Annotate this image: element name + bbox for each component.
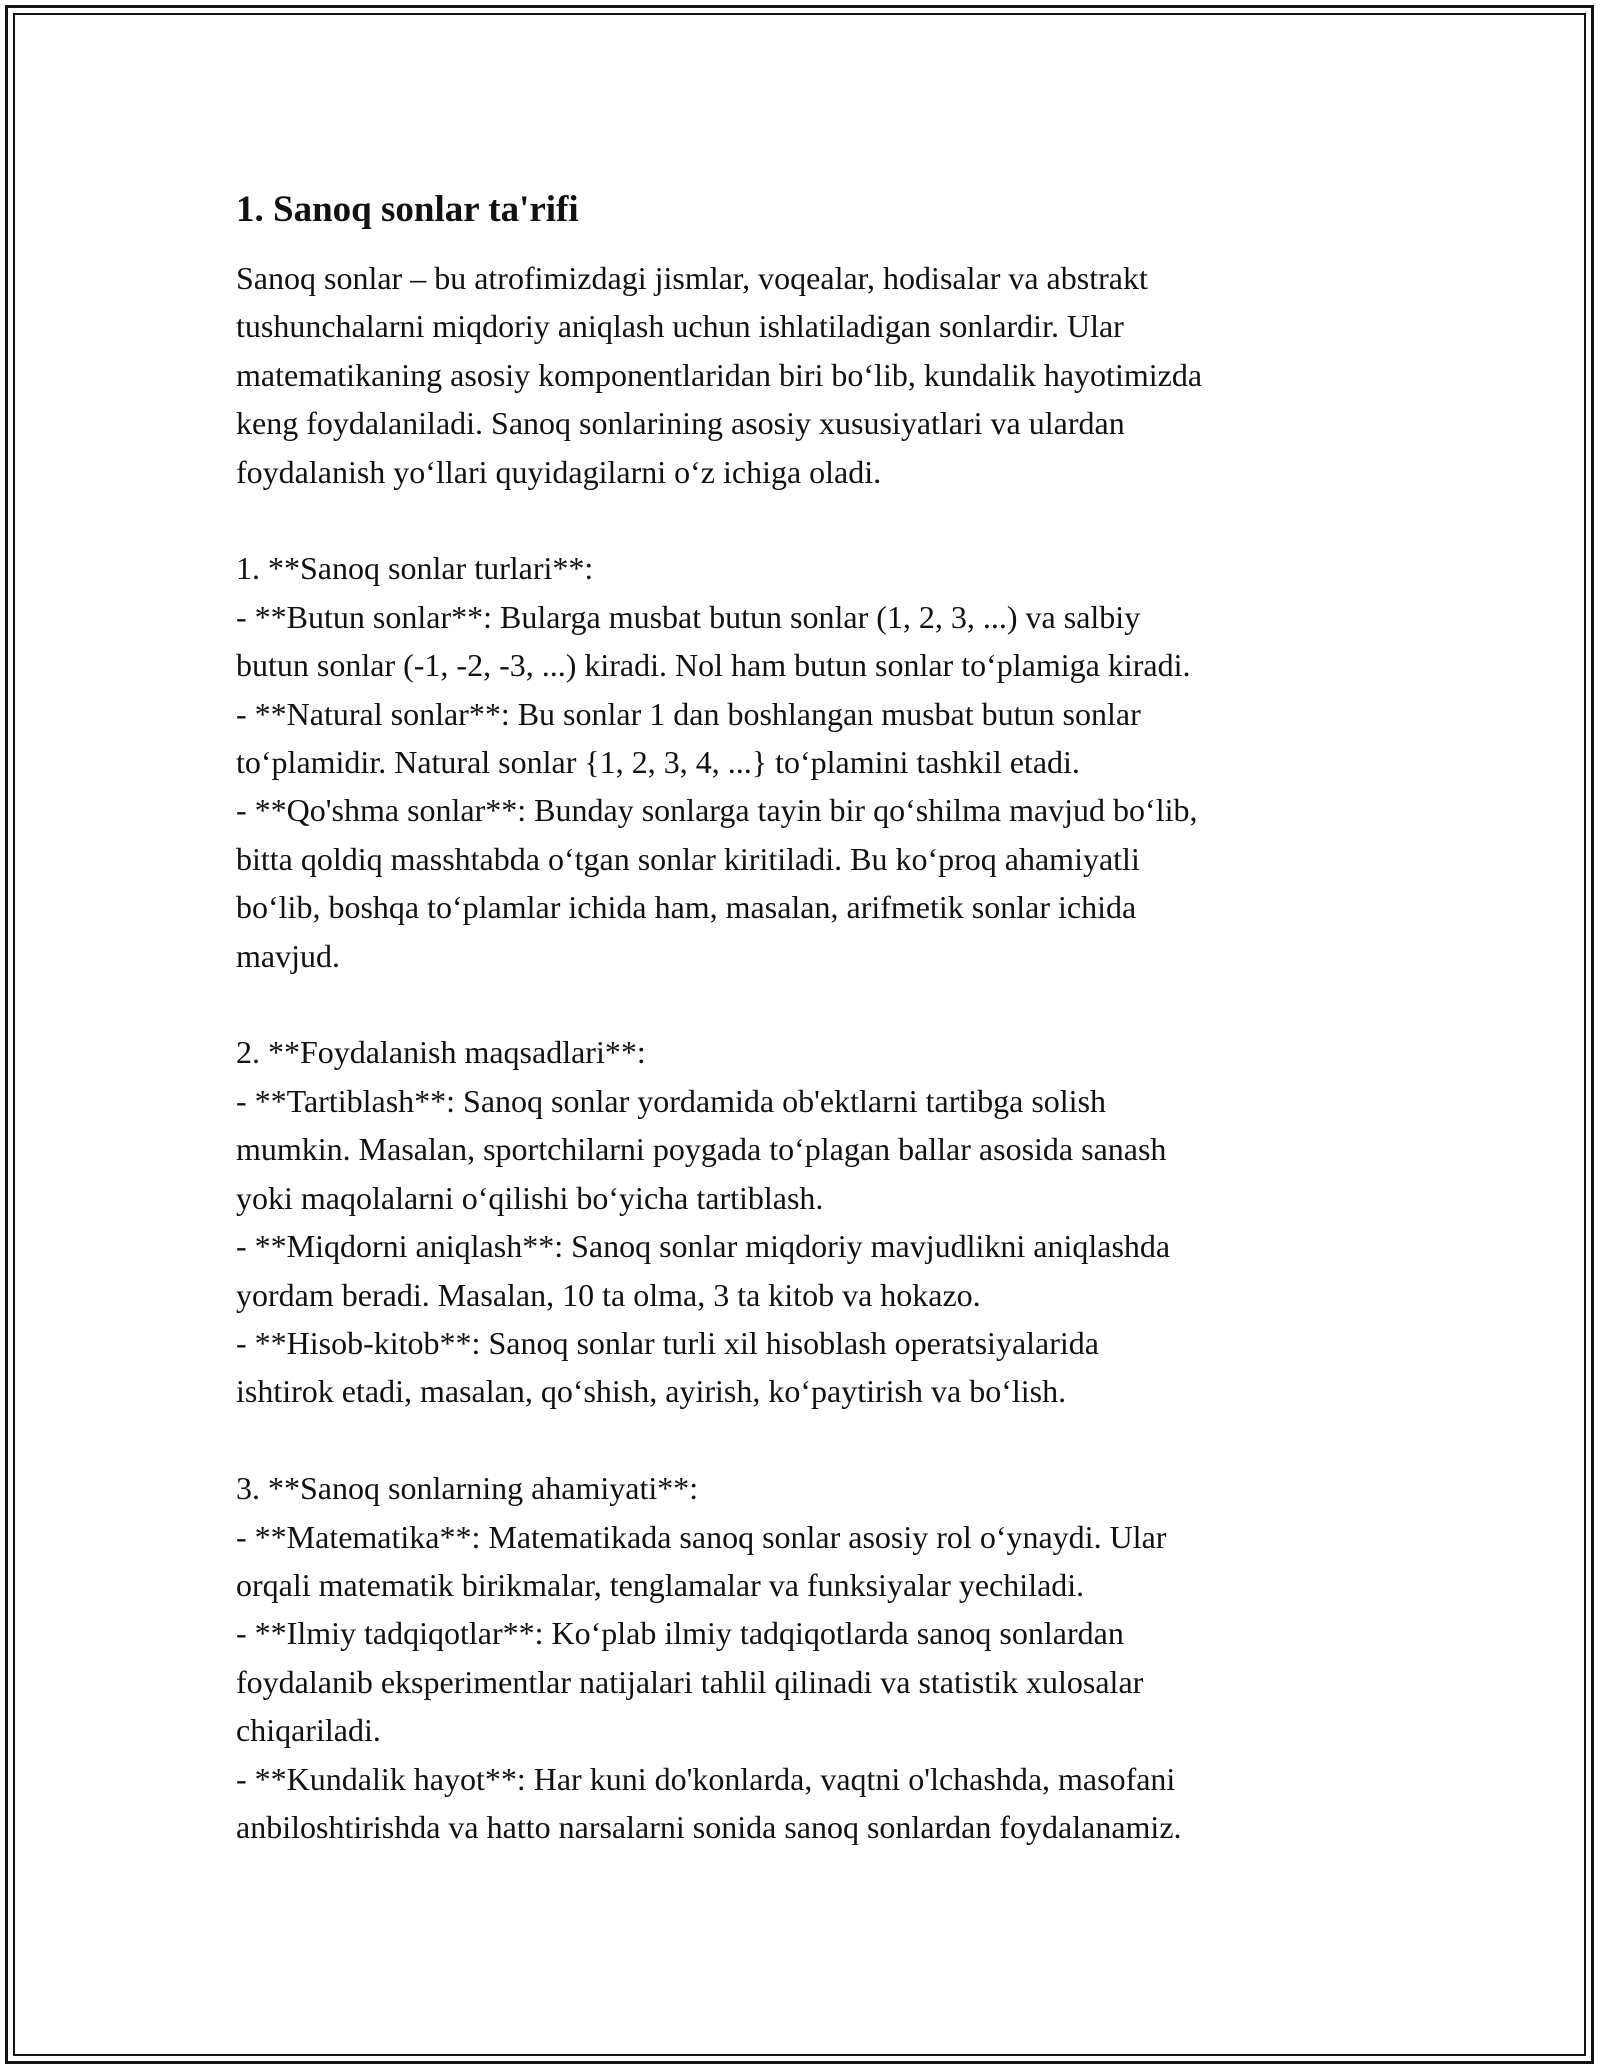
list-item: - **Hisob-kitob**: Sanoq sonlar turli xil hisoblash operatsiyalarida ishtirok etadi, masalan, qo‘shish, ayirish, ko‘paytirish va bo‘lish. [236,1324,1099,1410]
section-purposes [236,1028,1386,1415]
list-item: - **Matematika**: Matematikada sanoq sonlar asosiy rol o‘ynaydi. Ular orqali matematik birikmalar, tenglamalar va funksiyalar yechiladi. [236,1518,1167,1603]
section-gap [236,980,1386,1028]
document-body [236,186,1386,1851]
list-item: - **Tartiblash**: Sanoq sonlar yordamida ob'ektlarni tartibga solish mumkin. Masalan, sportchilarni poygada to‘plagan ballar asosida sanash yoki maqolalarni o‘qilishi bo‘yicha tartiblash. [236,1082,1167,1216]
document-title: 1. Sanoq sonlar ta'rifi [236,189,579,230]
section-heading: 3. **Sanoq sonlarning ahamiyati**: [236,1470,699,1507]
intro-paragraph: Sanoq sonlar – bu atrofimizdagi jismlar, voqealar, hodisalar va abstrakt tushunchalarni miqdoriy aniqlash uchun ishlatiladigan sonlardir. Ular matematikaning asosiy komponentlaridan biri bo‘lib, kundalik hayotimizda keng foydalaniladi. Sanoq sonlarining asosiy xususiyatlari va ulardan foydalanish yo‘llari quyidagilarni o‘z ichiga oladi. [236,260,1203,490]
section-heading: 1. **Sanoq sonlar turlari**: [236,550,594,587]
list-item: - **Butun sonlar**: Bularga musbat butun sonlar (1, 2, 3, ...) va salbiy butun sonlar (-1, -2, -3, ...) kiradi. Nol ham butun sonlar to‘plamiga kiradi. [236,598,1191,684]
section-importance [236,1464,1386,1851]
section-types [236,544,1386,980]
section-gap [236,1416,1386,1464]
list-item: - **Kundalik hayot**: Har kuni do'konlarda, vaqtni o'lchashda, masofani anbiloshtirishda va hatto narsalarni sonida sanoq sonlardan foydalanamiz. [236,1760,1182,1845]
list-item: - **Miqdorni aniqlash**: Sanoq sonlar miqdoriy mavjudlikni aniqlashda yordam beradi. Masalan, 10 ta olma, 3 ta kitob va hokazo. [236,1228,1171,1313]
section-gap [236,496,1386,544]
list-item: - **Qo'shma sonlar**: Bunday sonlarga tayin bir qo‘shilma mavjud bo‘lib, bitta qoldiq masshtabda o‘tgan sonlar kiritiladi. Bu ko‘proq ahamiyatli bo‘lib, boshqa to‘plamlar ichida ham, masalan, arifmetik sonlar ichida mavjud. [236,792,1198,974]
section-heading: 2. **Foydalanish maqsadlari**: [236,1034,646,1071]
list-item: - **Ilmiy tadqiqotlar**: Ko‘plab ilmiy tadqiqotlarda sanoq sonlardan foydalanib eksperimentlar natijalari tahlil qilinadi va statistik xulosalar chiqariladi. [236,1615,1144,1749]
list-item: - **Natural sonlar**: Bu sonlar 1 dan boshlangan musbat butun sonlar to‘plamidir. Natural sonlar {1, 2, 3, 4, ...} to‘plamini tashkil etadi. [236,695,1141,781]
